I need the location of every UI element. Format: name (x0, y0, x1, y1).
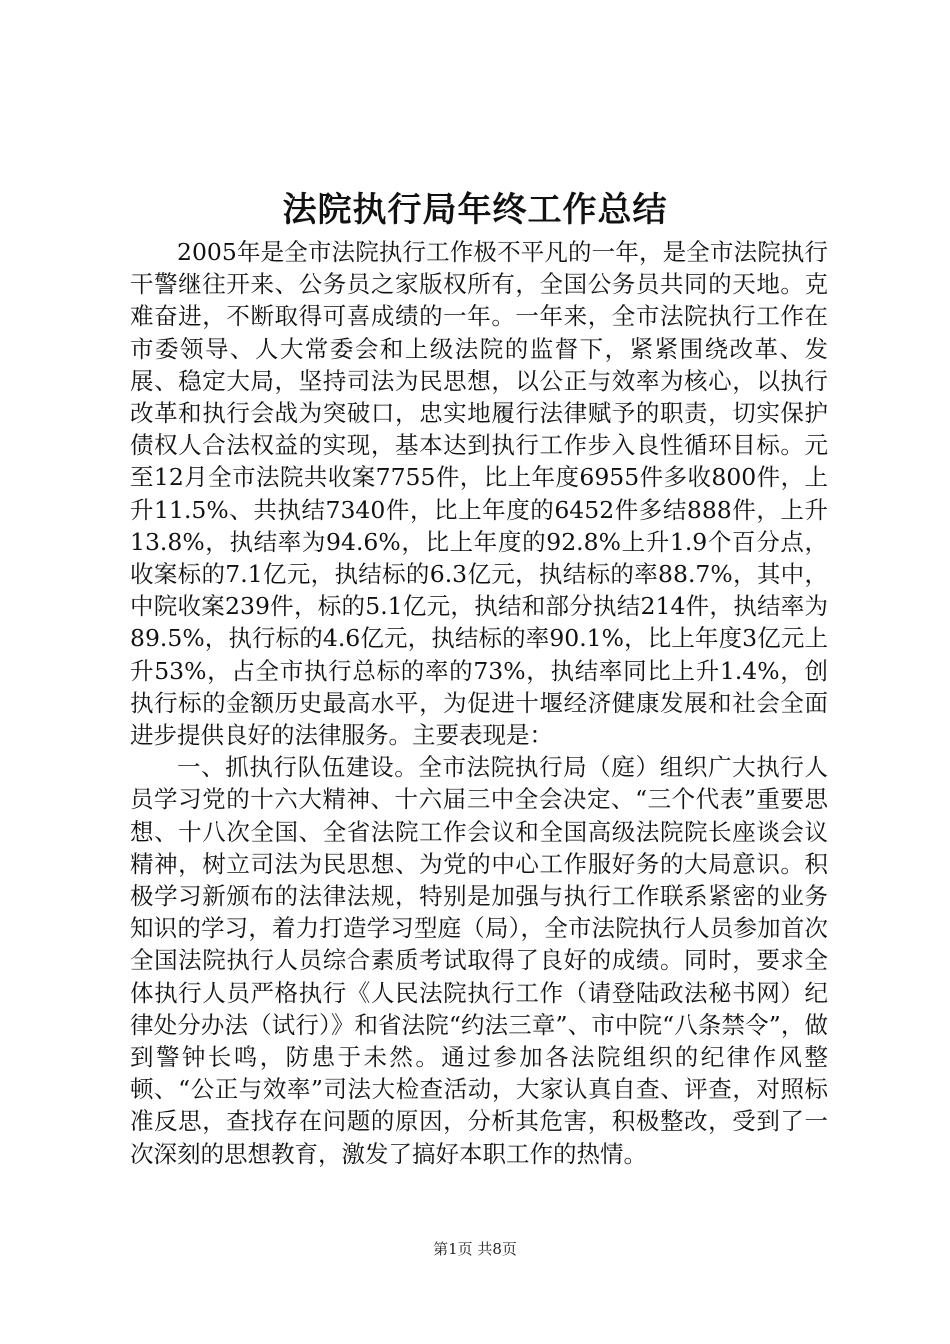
document-body (130, 236, 828, 1170)
paragraph-team-building: 一、抓执行队伍建设。全市法院执行局（庭）组织广大执行人员学习党的十六大精神、十六届三中全会决定、“三个代表”重要思想、十八次全国、全省法院工作会议和全国高级法院院长座谈会议精神，树立司法为民思想、为党的中心工作服好务的大局意识。积极学习新颁布的法律法规，特别是加强与执行工作联系紧密的业务知识的学习，着力打造学习型庭（局），全市法院执行人员参加首次全国法院执行人员综合素质考试取得了良好的成绩。同时，要求全体执行人员严格执行《人民法院执行工作（请登陆政法秘书网）纪律处分办法（试行）》和省法院“约法三章”、市中院“八条禁令”，做到警钟长鸣，防患于未然。通过参加各法院组织的纪律作风整顿、“公正与效率”司法大检查活动，大家认真自查、评查，对照标准反思，查找存在问题的原因，分析其危害，积极整改，受到了一次深刻的思想教育，激发了搞好本职工作的热情。 (130, 753, 828, 1168)
page-number-footer: 第1页 共8页 (433, 1240, 517, 1258)
document-title: 法院执行局年终工作总结 (282, 190, 668, 230)
paragraph-intro: 2005年是全市法院执行工作极不平凡的一年，是全市法院执行干警继往开来、公务员之家版权所有，全国公务员共同的天地。克难奋进，不断取得可喜成绩的一年。一年来，全市法院执行工作在市委领导、人大常委会和上级法院的监督下，紧紧围绕改革、发展、稳定大局，坚持司法为民思想，以公正与效率为核心，以执行改革和执行会战为突破口，忠实地履行法律赋予的职责，切实保护债权人合法权益的实现，基本达到执行工作步入良性循环目标。元至12月全市法院共收案7755件，比上年度6955件多收800件，上升11.5%、共执结7340件，比上年度的6452件多结888件，上升13.8%，执结率为94.6%，比上年度的92.8%上升1.9个百分点，收案标的7.1亿元，执结标的6.3亿元，执结标的率88.7%，其中，中院收案239件，标的5.1亿元，执结和部分执结214件，执结率为89.5%，执行标的4.6亿元，执结标的率90.1%，比上年度3亿元上升53%，占全市执行总标的率的73%，执结率同比上升1.4%，创执行标的金额历史最高水平，为促进十堰经济健康发展和社会全面进步提供良好的法律服务。主要表现是： (130, 238, 828, 750)
